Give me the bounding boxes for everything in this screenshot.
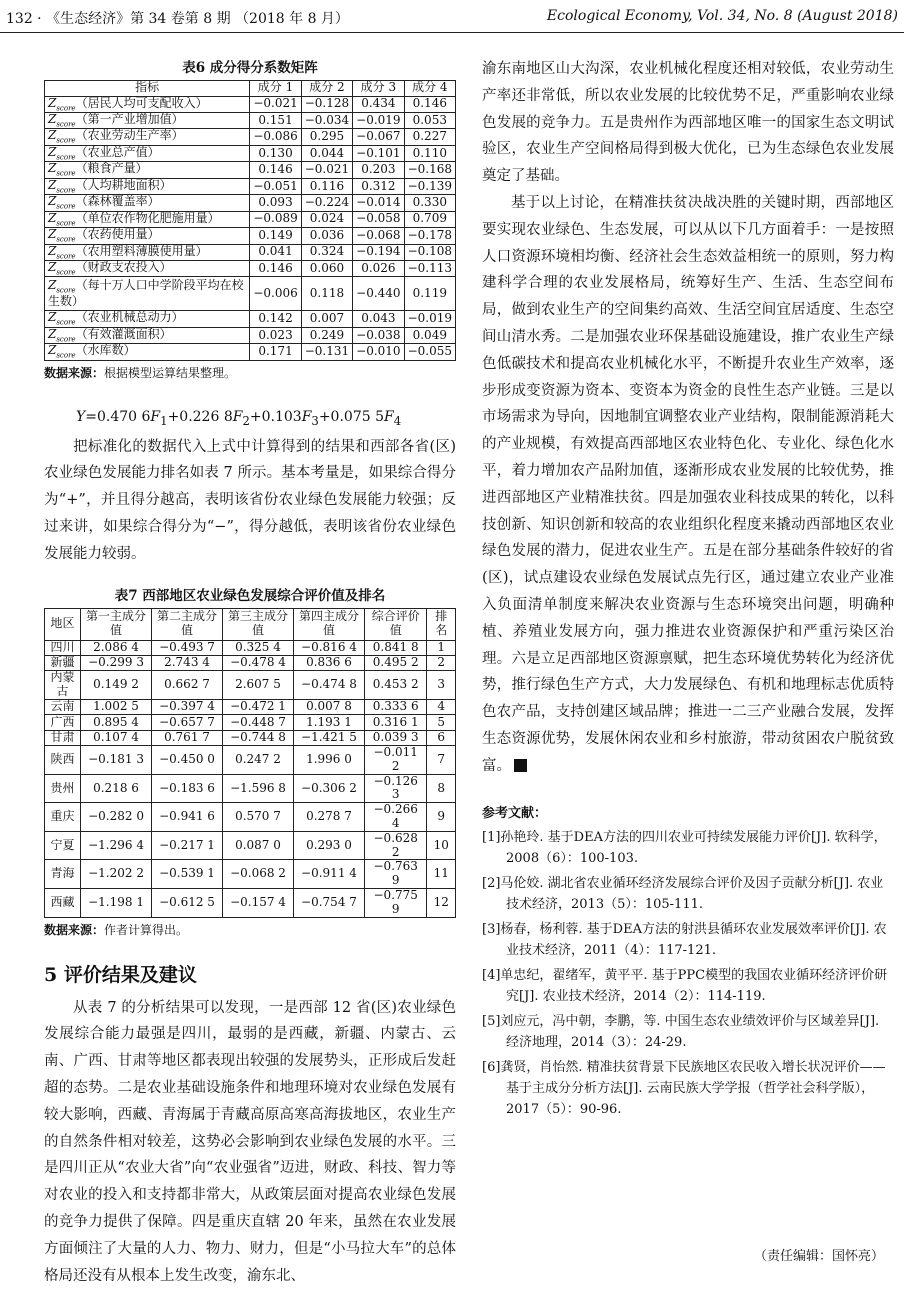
score-cell: 0.662 7 — [152, 671, 223, 700]
score-cell: 1.996 0 — [293, 746, 364, 775]
table7-header: 第三主成分值 — [223, 608, 294, 640]
coefficient-cell: 0.434 — [353, 96, 404, 112]
score-cell: 0.570 7 — [223, 803, 294, 832]
coefficient-cell: 0.709 — [404, 211, 455, 227]
region-cell: 陕西 — [45, 746, 81, 775]
regression-formula: Y=0.470 $6F_1+0.226$ $8F_2+0.103F_3+0.075$ $5F_4$ — [76, 408, 402, 428]
z-symbol: $Z_{score}$ — [48, 177, 76, 195]
coefficient-cell: −0.224 — [301, 195, 352, 211]
table6-row — [45, 260, 456, 276]
paragraph: 把标准化的数据代入上式中计算得到的结果和西部各省(区)农业绿色发展能力排名如表 7 所示。基本考量是，如果综合得分为“+”，并且得分越高，表明该省份农业绿色发展能力较强；反过来讲，如果综合得分为“−”，得分越低，表明该省份农业绿色发展能力较弱。 — [44, 438, 456, 562]
region-cell: 青海 — [45, 860, 81, 889]
table6-row — [45, 162, 456, 178]
coefficient-cell: −0.101 — [353, 145, 404, 161]
table6-row — [45, 277, 456, 311]
score-cell: 0.218 6 — [81, 774, 152, 803]
header-journal-info: 132 · 《生态经济》第 34 卷第 8 期 （2018 年 8 月） — [6, 11, 349, 27]
coefficient-cell: −0.068 — [353, 228, 404, 244]
table6-row — [45, 327, 456, 343]
table6-body — [45, 96, 456, 360]
coefficient-cell: 0.146 — [250, 260, 301, 276]
indicator-cell: $Z_{score}$（农用塑料薄膜使用量） — [45, 244, 250, 260]
coefficient-cell: −0.128 — [301, 96, 352, 112]
coefficient-cell: 0.110 — [404, 145, 455, 161]
rank-cell: 12 — [427, 889, 456, 918]
score-cell: −0.448 7 — [223, 715, 294, 730]
table6 — [44, 80, 456, 361]
coefficient-cell: −0.014 — [353, 195, 404, 211]
score-cell: −1.596 8 — [223, 774, 294, 803]
table7-body — [45, 640, 456, 917]
table6-row — [45, 311, 456, 327]
coefficient-cell: 0.119 — [404, 277, 455, 311]
z-symbol: $Z_{score}$ — [48, 259, 76, 277]
score-cell: −0.744 8 — [223, 730, 294, 745]
reference-item: [6]龚贤，肖怡然. 精准扶贫背景下民族地区农民收入增长状况评价——基于主成分分析方法[J]. 云南民族大学学报（哲学社会科学版），2017（5）：90-96. — [482, 1059, 886, 1117]
score-cell: −0.763 9 — [364, 860, 426, 889]
coefficient-cell: 0.023 — [250, 327, 301, 343]
coefficient-cell: 0.227 — [404, 129, 455, 145]
score-cell: −0.068 2 — [223, 860, 294, 889]
score-cell: −0.474 8 — [293, 671, 364, 700]
coefficient-cell: 0.130 — [250, 145, 301, 161]
source-text: 根据模型运算结果整理。 — [104, 365, 237, 380]
score-cell: −0.450 0 — [152, 746, 223, 775]
coefficient-cell: −0.021 — [250, 96, 301, 112]
rank-cell: 2 — [427, 655, 456, 670]
table6-row — [45, 211, 456, 227]
coefficient-cell: −0.168 — [404, 162, 455, 178]
coefficient-cell: 0.036 — [301, 228, 352, 244]
coefficient-cell: −0.058 — [353, 211, 404, 227]
region-cell: 贵州 — [45, 774, 81, 803]
z-symbol: $Z_{score}$ — [48, 326, 76, 344]
table6-source — [44, 364, 456, 381]
table7-row — [45, 655, 456, 670]
region-cell: 新疆 — [45, 655, 81, 670]
coefficient-cell: 0.146 — [404, 96, 455, 112]
score-cell: −0.941 6 — [152, 803, 223, 832]
right-column — [482, 56, 894, 1124]
coefficient-cell: −0.038 — [353, 327, 404, 343]
coefficient-cell: −0.108 — [404, 244, 455, 260]
table7-header: 第一主成分值 — [81, 608, 152, 640]
z-symbol: $Z_{score}$ — [48, 95, 76, 112]
left-column — [44, 56, 456, 1289]
coefficient-cell: −0.010 — [353, 344, 404, 360]
score-cell: 0.761 7 — [152, 730, 223, 745]
region-cell: 重庆 — [45, 803, 81, 832]
score-cell: −0.816 4 — [293, 640, 364, 655]
coefficient-cell: 0.060 — [301, 260, 352, 276]
table7-row — [45, 774, 456, 803]
rank-cell: 1 — [427, 640, 456, 655]
score-cell: −0.397 4 — [152, 699, 223, 714]
coefficient-cell: −0.006 — [250, 277, 301, 311]
paragraph — [482, 190, 894, 780]
coefficient-cell: 0.093 — [250, 195, 301, 211]
z-symbol: $Z_{score}$ — [48, 227, 76, 244]
score-cell: 1.193 1 — [293, 715, 364, 730]
coefficient-cell: 0.324 — [301, 244, 352, 260]
coefficient-cell: 0.146 — [250, 162, 301, 178]
coefficient-cell: 0.053 — [404, 113, 455, 129]
table6-row — [45, 129, 456, 145]
header-journal-english: Ecological Economy, Vol. 34, No. 8 (August 2018) — [546, 8, 898, 24]
score-cell: −0.011 2 — [364, 746, 426, 775]
table7-row — [45, 730, 456, 745]
rank-cell: 4 — [427, 699, 456, 714]
score-cell: −0.181 3 — [81, 746, 152, 775]
score-cell: 2.743 4 — [152, 655, 223, 670]
end-of-article-icon: e — [514, 759, 527, 772]
coefficient-cell: 0.151 — [250, 113, 301, 129]
source-label: 数据来源： — [44, 922, 105, 937]
indicator-cell: $Z_{score}$（每十万人口中学阶段平均在校生数） — [45, 277, 250, 311]
coefficient-cell: 0.312 — [353, 178, 404, 194]
table7-header: 第四主成分值 — [293, 608, 364, 640]
indicator-cell: $Z_{score}$（居民人均可支配收入） — [45, 96, 250, 112]
coefficient-cell: −0.139 — [404, 178, 455, 194]
score-cell: −0.266 4 — [364, 803, 426, 832]
score-cell: 0.495 2 — [364, 655, 426, 670]
reference-item: [4]单忠纪，翟绪军，黄平平. 基于PPC模型的我国农业循环经济评价研究[J]. 农业技术经济，2014（2）：114-119. — [482, 967, 888, 1004]
score-cell: 0.293 0 — [293, 831, 364, 860]
z-symbol: $Z_{score}$ — [48, 144, 76, 162]
z-symbol: $Z_{score}$ — [48, 210, 76, 228]
score-cell: 0.107 4 — [81, 730, 152, 745]
table7-source — [44, 921, 456, 938]
score-cell: 0.836 6 — [293, 655, 364, 670]
score-cell: −0.126 3 — [364, 774, 426, 803]
indicator-cell: $Z_{score}$（财政支农投入） — [45, 260, 250, 276]
references-list — [482, 827, 894, 1120]
region-cell: 广西 — [45, 715, 81, 730]
coefficient-cell: −0.089 — [250, 211, 301, 227]
editor-note: （责任编辑：国怀亮） — [753, 1249, 884, 1264]
score-cell: 0.087 0 — [223, 831, 294, 860]
paragraph: 渝东南地区山大沟深，农业机械化程度还相对较低，农业劳动生产率还非常低，所以农业发展的比较优势不足，严重影响农业绿色发展的竞争力。五是贵州作为西部地区唯一的国家生态文明试验区，农业生产空间格局得到极大优化，已为生态绿色农业发展奠定了基础。 — [482, 61, 894, 185]
rank-cell: 10 — [427, 831, 456, 860]
z-symbol: $Z_{score}$ — [48, 243, 76, 260]
region-cell: 四川 — [45, 640, 81, 655]
coefficient-cell: −0.019 — [353, 113, 404, 129]
reference-item: [3]杨春，杨利蓉. 基于DEA方法的射洪县循环农业发展效率评价[J]. 农业技术经济，2011（4）：117-121. — [482, 921, 887, 958]
table7-row — [45, 640, 456, 655]
coefficient-cell: −0.086 — [250, 129, 301, 145]
region-cell: 西藏 — [45, 889, 81, 918]
score-cell: 0.325 4 — [223, 640, 294, 655]
score-cell: 0.895 4 — [81, 715, 152, 730]
coefficient-cell: −0.021 — [301, 162, 352, 178]
rank-cell: 3 — [427, 671, 456, 700]
coefficient-cell: −0.178 — [404, 228, 455, 244]
indicator-cell: $Z_{score}$（人均耕地面积） — [45, 178, 250, 194]
coefficient-cell: 0.024 — [301, 211, 352, 227]
score-cell: 0.316 1 — [364, 715, 426, 730]
indicator-cell: $Z_{score}$（农业机械总动力） — [45, 311, 250, 327]
table6-header: 成分 4 — [404, 81, 455, 97]
coefficient-cell: 0.171 — [250, 344, 301, 360]
table6-header: 成分 1 — [250, 81, 301, 97]
score-cell: 2.086 4 — [81, 640, 152, 655]
table6-header: 成分 2 — [301, 81, 352, 97]
score-cell: −0.775 9 — [364, 889, 426, 918]
score-cell: −1.202 2 — [81, 860, 152, 889]
coefficient-cell: 0.203 — [353, 162, 404, 178]
table6-row — [45, 145, 456, 161]
score-cell: −0.657 7 — [152, 715, 223, 730]
coefficient-cell: 0.044 — [301, 145, 352, 161]
rank-cell: 8 — [427, 774, 456, 803]
coefficient-cell: 0.149 — [250, 228, 301, 244]
score-cell: −0.628 2 — [364, 831, 426, 860]
references-title: 参考文献： — [482, 805, 548, 821]
table7-row — [45, 746, 456, 775]
z-symbol: $Z_{score}$ — [48, 128, 76, 145]
coefficient-cell: −0.055 — [404, 344, 455, 360]
coefficient-cell: 0.295 — [301, 129, 352, 145]
indicator-cell: $Z_{score}$（农业劳动生产率） — [45, 129, 250, 145]
coefficient-cell: −0.067 — [353, 129, 404, 145]
table7-row — [45, 671, 456, 700]
score-cell: 2.607 5 — [223, 671, 294, 700]
table6-row — [45, 344, 456, 360]
indicator-cell: $Z_{score}$（农药使用量） — [45, 228, 250, 244]
rank-cell: 7 — [427, 746, 456, 775]
z-symbol: $Z_{score}$ — [48, 278, 76, 295]
region-cell: 云南 — [45, 699, 81, 714]
score-cell: 0.278 7 — [293, 803, 364, 832]
coefficient-cell: 0.116 — [301, 178, 352, 194]
table7-header: 排名 — [427, 608, 456, 640]
score-cell: 0.247 2 — [223, 746, 294, 775]
coefficient-cell: 0.142 — [250, 311, 301, 327]
z-symbol: $Z_{score}$ — [48, 161, 76, 178]
coefficient-cell: −0.051 — [250, 178, 301, 194]
table6-caption: 表6 成分得分系数矩阵 — [182, 60, 318, 76]
coefficient-cell: 0.118 — [301, 277, 352, 311]
score-cell: −0.472 1 — [223, 699, 294, 714]
table6-row — [45, 244, 456, 260]
table7-caption: 表7 西部地区农业绿色发展综合评价值及排名 — [114, 587, 386, 604]
table7-row — [45, 889, 456, 918]
coefficient-cell: −0.194 — [353, 244, 404, 260]
score-cell: 0.007 8 — [293, 699, 364, 714]
coefficient-cell: −0.019 — [404, 311, 455, 327]
score-cell: −0.282 0 — [81, 803, 152, 832]
table6-header: 成分 3 — [353, 81, 404, 97]
score-cell: 0.039 3 — [364, 730, 426, 745]
table7-row — [45, 860, 456, 889]
table6-row — [45, 96, 456, 112]
score-cell: −0.911 4 — [293, 860, 364, 889]
reference-item: [1]孙艳玲. 基于DEA方法的四川农业可持续发展能力评价[J]. 软科学，2008（6）：100-103. — [482, 829, 887, 866]
score-cell: −0.299 3 — [81, 655, 152, 670]
indicator-cell: $Z_{score}$（粮食产量） — [45, 162, 250, 178]
indicator-cell: $Z_{score}$（第一产业增加值） — [45, 113, 250, 129]
coefficient-cell: −0.034 — [301, 113, 352, 129]
source-text: 作者计算得出。 — [104, 922, 189, 937]
coefficient-cell: 0.041 — [250, 244, 301, 260]
score-cell: −0.539 1 — [152, 860, 223, 889]
region-cell: 内蒙古 — [45, 671, 81, 700]
rank-cell: 5 — [427, 715, 456, 730]
table7-header: 综合评价值 — [364, 608, 426, 640]
indicator-cell: $Z_{score}$（农业总产值） — [45, 145, 250, 161]
score-cell: 0.149 2 — [81, 671, 152, 700]
coefficient-cell: −0.440 — [353, 277, 404, 311]
coefficient-cell: 0.049 — [404, 327, 455, 343]
score-cell: −0.478 4 — [223, 655, 294, 670]
indicator-cell: $Z_{score}$（水库数） — [45, 344, 250, 360]
source-label: 数据来源： — [44, 365, 105, 380]
header-rule — [0, 32, 904, 33]
table7-row — [45, 699, 456, 714]
table7-row — [45, 803, 456, 832]
z-symbol: $Z_{score}$ — [48, 112, 76, 129]
section-heading: 5 评价结果及建议 — [44, 963, 197, 986]
rank-cell: 6 — [427, 730, 456, 745]
score-cell: 0.841 8 — [364, 640, 426, 655]
region-cell: 甘肃 — [45, 730, 81, 745]
coefficient-cell: 0.026 — [353, 260, 404, 276]
paragraph-text: 基于以上讨论，在精准扶贫决战决胜的关键时期，西部地区要实现农业绿色、生态发展，可以从以下几方面着手：一是按照人口资源环境相均衡、经济社会生态效益相统一的原则，努力构建科学合理的农业发展格局，统筹好生产、生活、生态空间布局，做到农业生产的空间集约高效、生活空间宜居适度、生态空间山清水秀。二是加强农业环保基础设施建设，推广农业生产绿色低碳技术和提高农业机械化水平，不断提升农业生产效率，逐步形成变资源为资本、变资本为资金的良性生态产业链。三是以市场需求为导向，因地制宜调整农业产业结构，限制能源消耗大的产业规模，有效提高西部地区农业特色化、专业化、绿色化水平，着力增加农产品附加值，逐渐形成农业发展的比较优势，推进西部地区产业精准扶贫。四是加强农业科技成果的转化，以科技创新、知识创新和较高的农业组织化程度来撬动西部地区农业绿色发展的潜力，促进农业生产。五是在部分基础条件较好的省(区)，试点建设农业绿色发展试点先行区，通过建立农业产业准入负面清单制度来解决农业资源与生态环境突出问题，明确种植、养殖业发展方向，强力推进农业资源保护和严重污染区治理。六是立足西部地区资源禀赋，把生态环境优势转化为经济优势，推行绿色生产方式，大力发展绿色、有机和地理标志优质特色农产品，支持创建区域品牌；推进一二三产业融合发展，发挥生态资源优势，发展休闲农业和乡村旅游，带动贫困农户脱贫致富。 — [482, 194, 894, 774]
table7-row — [45, 831, 456, 860]
coefficient-cell: 0.043 — [353, 311, 404, 327]
table6-row — [45, 195, 456, 211]
table7-header: 地区 — [45, 608, 81, 640]
reference-item: [5]刘应元，冯中朝，李鹏，等. 中国生态农业绩效评价与区域差异[J]. 经济地理，2014（3）：24-29. — [482, 1013, 880, 1050]
indicator-cell: $Z_{score}$（森林覆盖率） — [45, 195, 250, 211]
coefficient-cell: 0.007 — [301, 311, 352, 327]
table7-header-row — [45, 608, 456, 640]
z-symbol: $Z_{score}$ — [48, 194, 76, 211]
table6-header: 指标 — [45, 81, 250, 97]
indicator-cell: $Z_{score}$（有效灌溉面积） — [45, 327, 250, 343]
score-cell: 1.002 5 — [81, 699, 152, 714]
score-cell: −0.493 7 — [152, 640, 223, 655]
score-cell: 0.333 6 — [364, 699, 426, 714]
table6-row — [45, 113, 456, 129]
table7 — [44, 608, 456, 918]
coefficient-cell: 0.249 — [301, 327, 352, 343]
score-cell: −0.157 4 — [223, 889, 294, 918]
z-symbol: $Z_{score}$ — [48, 343, 76, 360]
coefficient-cell: −0.113 — [404, 260, 455, 276]
score-cell: −1.198 1 — [81, 889, 152, 918]
table6-row — [45, 178, 456, 194]
score-cell: −0.183 6 — [152, 774, 223, 803]
coefficient-cell: −0.131 — [301, 344, 352, 360]
score-cell: −0.754 7 — [293, 889, 364, 918]
score-cell: 0.453 2 — [364, 671, 426, 700]
z-symbol: $Z_{score}$ — [48, 310, 76, 327]
indicator-cell: $Z_{score}$（单位农作物化肥施用量） — [45, 211, 250, 227]
rank-cell: 9 — [427, 803, 456, 832]
coefficient-cell: 0.330 — [404, 195, 455, 211]
rank-cell: 11 — [427, 860, 456, 889]
table7-header: 第二主成分值 — [152, 608, 223, 640]
score-cell: −1.296 4 — [81, 831, 152, 860]
score-cell: −0.217 1 — [152, 831, 223, 860]
paragraph: 从表 7 的分析结果可以发现，一是西部 12 省(区)农业绿色发展综合能力最强是四川，最弱的是西藏，新疆、内蒙古、云南、广西、甘肃等地区都表现出较强的发展势头，正形成后发赶超的态势。二是农业基础设施条件和地理环境对农业绿色发展有较大影响，西藏、青海属于青藏高原高寒高海拔地区，农业生产的自然条件相对较差，这势必会影响到农业绿色发展的水平。三是四川正从“农业大省”向“农业强省”迈进，财政、科技、智力等对农业的投入和支持都非常大，从政策层面对提高农业绿色发展的竞争力提供了保障。四是重庆直辖 20 年来，虽然在农业发展方面倾注了大量的人力、物力、财力，但是“小马拉大车”的总体格局还没有从根本上发生改变，渝东北、 — [44, 999, 456, 1284]
page-header — [0, 0, 904, 34]
score-cell: −0.612 5 — [152, 889, 223, 918]
reference-item: [2]马伦姣. 湖北省农业循环经济发展综合评价及因子贡献分析[J]. 农业技术经济，2013（5）：105-111. — [482, 875, 884, 912]
score-cell: −0.306 2 — [293, 774, 364, 803]
table7-row — [45, 715, 456, 730]
table6-row — [45, 228, 456, 244]
score-cell: −1.421 5 — [293, 730, 364, 745]
region-cell: 宁夏 — [45, 831, 81, 860]
